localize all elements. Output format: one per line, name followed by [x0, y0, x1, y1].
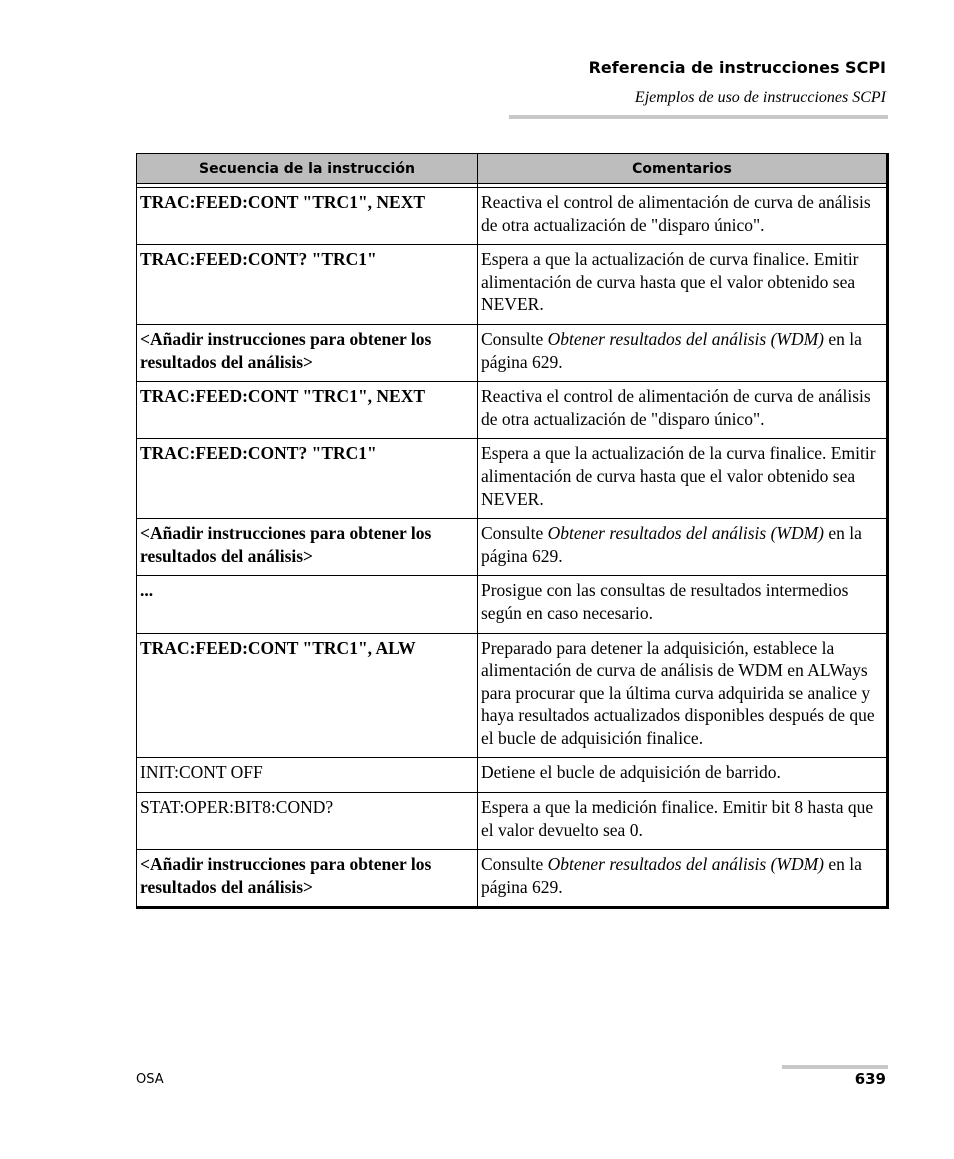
instruction-cell: TRAC:FEED:CONT? "TRC1" — [137, 245, 478, 325]
comment-cell — [478, 519, 888, 576]
table-row — [137, 188, 888, 245]
instruction-cell: INIT:CONT OFF — [137, 758, 478, 793]
scpi-sequence-table — [136, 153, 889, 909]
comment-text: en la página 629. — [481, 523, 862, 566]
comment-cell: Espera a que la actualización de curva finalice. Emitir alimentación de curva hasta que el valor obtenido sea NEVER. — [478, 245, 888, 325]
column-header-comments: Comentarios — [478, 154, 888, 184]
footer-divider — [782, 1065, 888, 1069]
comment-cell — [478, 850, 888, 908]
comment-text: en la página 629. — [481, 328, 862, 372]
page-header-subtitle: Ejemplos de uso de instrucciones SCPI — [634, 89, 886, 106]
table-header-row — [137, 154, 888, 184]
instruction-cell: TRAC:FEED:CONT "TRC1", ALW — [137, 633, 478, 758]
cross-reference-link[interactable]: Obtener resultados del análisis (WDM) — [547, 523, 825, 544]
instruction-cell: TRAC:FEED:CONT "TRC1", NEXT — [137, 382, 478, 439]
table-row — [137, 850, 888, 908]
instruction-cell: <Añadir instrucciones para obtener los resultados del análisis> — [137, 850, 478, 908]
instruction-cell: ... — [137, 576, 478, 633]
table-row — [137, 245, 888, 325]
table-row — [137, 439, 888, 519]
table-row — [137, 382, 888, 439]
comment-cell: Prosigue con las consultas de resultados intermedios según en caso necesario. — [478, 576, 888, 633]
comment-text: Consulte — [481, 854, 548, 875]
page-header-title: Referencia de instrucciones SCPI — [588, 58, 886, 77]
comment-cell: Espera a que la medición finalice. Emitir bit 8 hasta que el valor devuelto sea 0. — [478, 793, 888, 850]
page-number: 639 — [854, 1070, 886, 1088]
column-header-sequence: Secuencia de la instrucción — [137, 154, 478, 184]
comment-text: Consulte — [481, 328, 548, 349]
instruction-cell: <Añadir instrucciones para obtener los resultados del análisis> — [137, 324, 478, 381]
table-row — [137, 324, 888, 381]
table-row — [137, 793, 888, 850]
comment-cell — [478, 324, 888, 381]
comment-cell: Preparado para detener la adquisición, establece la alimentación de curva de análisis de WDM en ALWays para procurar que la última curva adquirida se analice y haya resultados actualizados disponibles después de que el bucle de adquisición finalice. — [478, 633, 888, 758]
cross-reference-link[interactable]: Obtener resultados del análisis (WDM) — [547, 854, 825, 875]
table-row — [137, 576, 888, 633]
footer-product-name: OSA — [136, 1072, 164, 1087]
instruction-cell: TRAC:FEED:CONT "TRC1", NEXT — [137, 188, 478, 245]
comment-text: Consulte — [481, 523, 548, 544]
cross-reference-link[interactable]: Obtener resultados del análisis (WDM) — [547, 328, 825, 349]
instruction-cell: <Añadir instrucciones para obtener los resultados del análisis> — [137, 519, 478, 576]
instruction-cell: TRAC:FEED:CONT? "TRC1" — [137, 439, 478, 519]
comment-cell: Reactiva el control de alimentación de curva de análisis de otra actualización de "disparo único". — [478, 188, 888, 245]
instruction-cell: STAT:OPER:BIT8:COND? — [137, 793, 478, 850]
comment-cell: Espera a que la actualización de la curva finalice. Emitir alimentación de curva hasta que el valor obtenido sea NEVER. — [478, 439, 888, 519]
table-row — [137, 633, 888, 758]
table-row — [137, 758, 888, 793]
comment-cell: Reactiva el control de alimentación de curva de análisis de otra actualización de "disparo único". — [478, 382, 888, 439]
header-divider — [509, 115, 888, 119]
table-row — [137, 519, 888, 576]
comment-text: en la página 629. — [481, 854, 862, 897]
comment-cell: Detiene el bucle de adquisición de barrido. — [478, 758, 888, 793]
